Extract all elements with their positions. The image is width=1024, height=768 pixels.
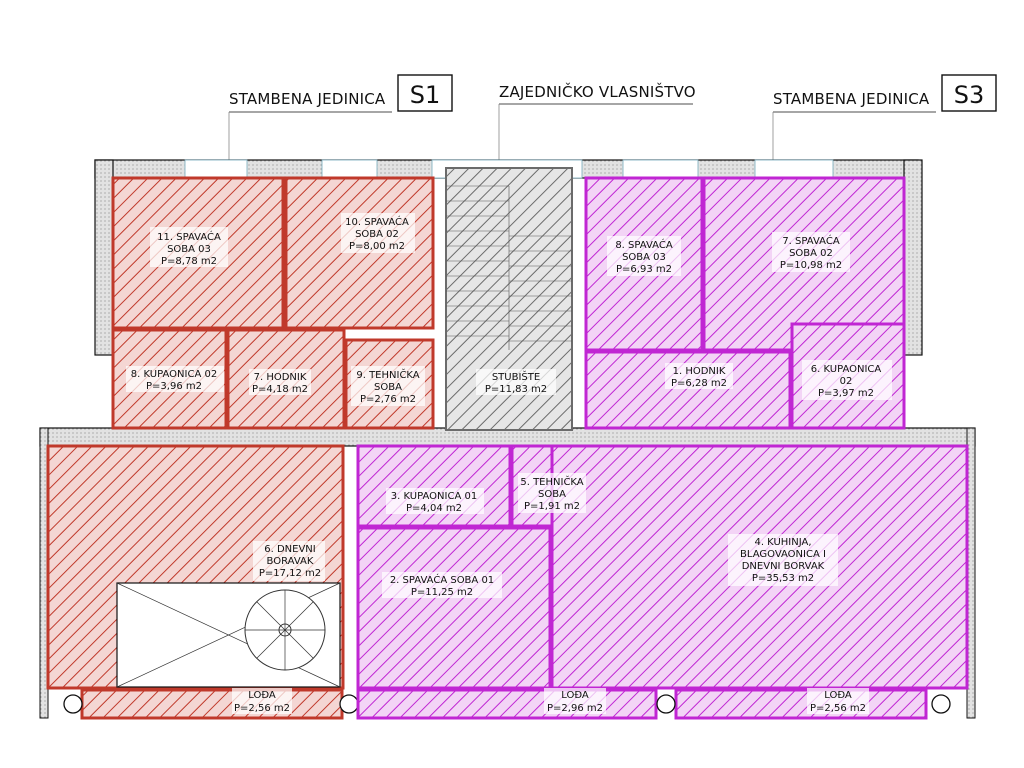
svg-text:P=6,28 m2: P=6,28 m2: [671, 378, 727, 389]
column-1: [64, 695, 82, 713]
label-s3-tehnicka-soba: [518, 473, 586, 513]
s3-room-loda-right: [676, 690, 926, 718]
label-s1-dnevni-boravak: [253, 541, 325, 581]
svg-text:P=8,00 m2: P=8,00 m2: [349, 241, 405, 252]
label-s1-tehnicka-soba: [351, 366, 425, 406]
svg-text:10. SPAVAĆA: 10. SPAVAĆA: [345, 217, 409, 228]
svg-text:11. SPAVAĆA: 11. SPAVAĆA: [157, 232, 221, 243]
svg-text:LOĐA: LOĐA: [824, 690, 852, 701]
svg-text:P=2,56 m2: P=2,56 m2: [234, 703, 290, 714]
svg-text:P=4,04 m2: P=4,04 m2: [406, 503, 462, 514]
svg-text:3. KUPAONICA 01: 3. KUPAONICA 01: [390, 491, 478, 502]
s1-spiral-stair-treads: [245, 590, 325, 670]
svg-text:8. SPAVAĆA: 8. SPAVAĆA: [615, 240, 673, 251]
header-unit-s1-label: STAMBENA JEDINICA: [229, 90, 386, 108]
svg-text:P=2,96 m2: P=2,96 m2: [547, 703, 603, 714]
column-2: [340, 695, 358, 713]
window-top-4: [755, 160, 833, 178]
svg-text:5. TEHNIČKA: 5. TEHNIČKA: [520, 477, 584, 488]
wall-left-upper: [95, 160, 113, 355]
svg-text:SOBA 02: SOBA 02: [355, 229, 399, 240]
header-common-label: ZAJEDNIČKO VLASNIŠTVO: [499, 83, 696, 101]
header-unit-s1-code: S1: [409, 81, 441, 109]
window-top-2: [322, 160, 377, 178]
svg-text:BLAGOVAONICA I: BLAGOVAONICA I: [740, 549, 826, 560]
svg-text:9. TEHNIČKA: 9. TEHNIČKA: [356, 370, 420, 381]
svg-text:P=2,56 m2: P=2,56 m2: [810, 703, 866, 714]
s3-room-loda-middle: [358, 690, 656, 718]
svg-text:P=1,91 m2: P=1,91 m2: [524, 501, 580, 512]
svg-text:1. HODNIK: 1. HODNIK: [672, 366, 726, 377]
label-s3-spavaca-soba-01: [382, 572, 502, 598]
label-s1-spavaca-soba-02: [341, 213, 415, 253]
svg-text:6. KUPAONICA: 6. KUPAONICA: [810, 364, 882, 375]
label-s3-kupaonica-02: [802, 360, 892, 400]
svg-text:SOBA 03: SOBA 03: [622, 252, 666, 263]
label-s3-spavaca-soba-03: [607, 236, 681, 276]
label-s3-loda-right: [807, 688, 869, 714]
svg-text:02: 02: [839, 376, 853, 387]
column-4: [932, 695, 950, 713]
svg-text:LOĐA: LOĐA: [561, 690, 589, 701]
svg-text:SOBA 03: SOBA 03: [167, 244, 211, 255]
svg-text:6. DNEVNI: 6. DNEVNI: [264, 544, 316, 555]
label-common-stubiste: [476, 369, 556, 395]
svg-text:DNEVNI BORVAK: DNEVNI BORVAK: [741, 561, 825, 572]
svg-text:SOBA: SOBA: [538, 489, 566, 500]
label-s1-loda: [232, 688, 292, 714]
s1-room-loda: [82, 690, 342, 718]
label-s3-hodnik: [665, 363, 733, 389]
svg-text:7. HODNIK: 7. HODNIK: [253, 372, 307, 383]
svg-text:P=6,93 m2: P=6,93 m2: [616, 264, 672, 275]
svg-text:2. SPAVAĆA SOBA 01: 2. SPAVAĆA SOBA 01: [389, 575, 495, 586]
svg-text:8. KUPAONICA 02: 8. KUPAONICA 02: [130, 369, 218, 380]
window-top-1: [185, 160, 247, 178]
column-3: [657, 695, 675, 713]
svg-text:P=2,76 m2: P=2,76 m2: [360, 394, 416, 405]
svg-text:STUBIŠTE: STUBIŠTE: [491, 372, 541, 383]
svg-text:P=10,98 m2: P=10,98 m2: [779, 260, 843, 271]
svg-text:P=4,18 m2: P=4,18 m2: [252, 384, 308, 395]
wall-right-upper: [904, 160, 922, 355]
label-s1-hodnik: [249, 369, 311, 395]
label-s3-loda-middle: [544, 688, 606, 714]
s3-room-spavaca-soba-01: [358, 528, 550, 688]
svg-text:LOĐA: LOĐA: [248, 690, 276, 701]
svg-text:P=8,78 m2: P=8,78 m2: [161, 256, 217, 267]
header-unit-s3-label: STAMBENA JEDINICA: [773, 90, 930, 108]
svg-text:P=17,12 m2: P=17,12 m2: [258, 568, 322, 579]
svg-text:SOBA 02: SOBA 02: [789, 248, 833, 259]
svg-text:P=3,97 m2: P=3,97 m2: [818, 388, 874, 399]
svg-text:BORAVAK: BORAVAK: [266, 556, 314, 567]
svg-text:7. SPAVAĆA: 7. SPAVAĆA: [782, 236, 840, 247]
label-s3-kuhinja-blagovaonica: [728, 534, 838, 586]
svg-text:4. KUHINJA,: 4. KUHINJA,: [754, 537, 812, 548]
label-s3-spavaca-soba-02: [772, 232, 850, 272]
header-unit-s3-code: S3: [953, 81, 985, 109]
label-s1-kupaonica-02: [126, 366, 224, 392]
svg-text:P=3,96 m2: P=3,96 m2: [146, 381, 202, 392]
svg-text:SOBA: SOBA: [374, 382, 402, 393]
svg-text:P=35,53 m2: P=35,53 m2: [751, 573, 815, 584]
label-s1-spavaca-soba-03: [150, 227, 228, 267]
window-top-3: [623, 160, 698, 178]
svg-text:P=11,83 m2: P=11,83 m2: [484, 384, 548, 395]
svg-text:P=11,25 m2: P=11,25 m2: [410, 587, 474, 598]
label-s3-kupaonica-01: [386, 488, 484, 514]
